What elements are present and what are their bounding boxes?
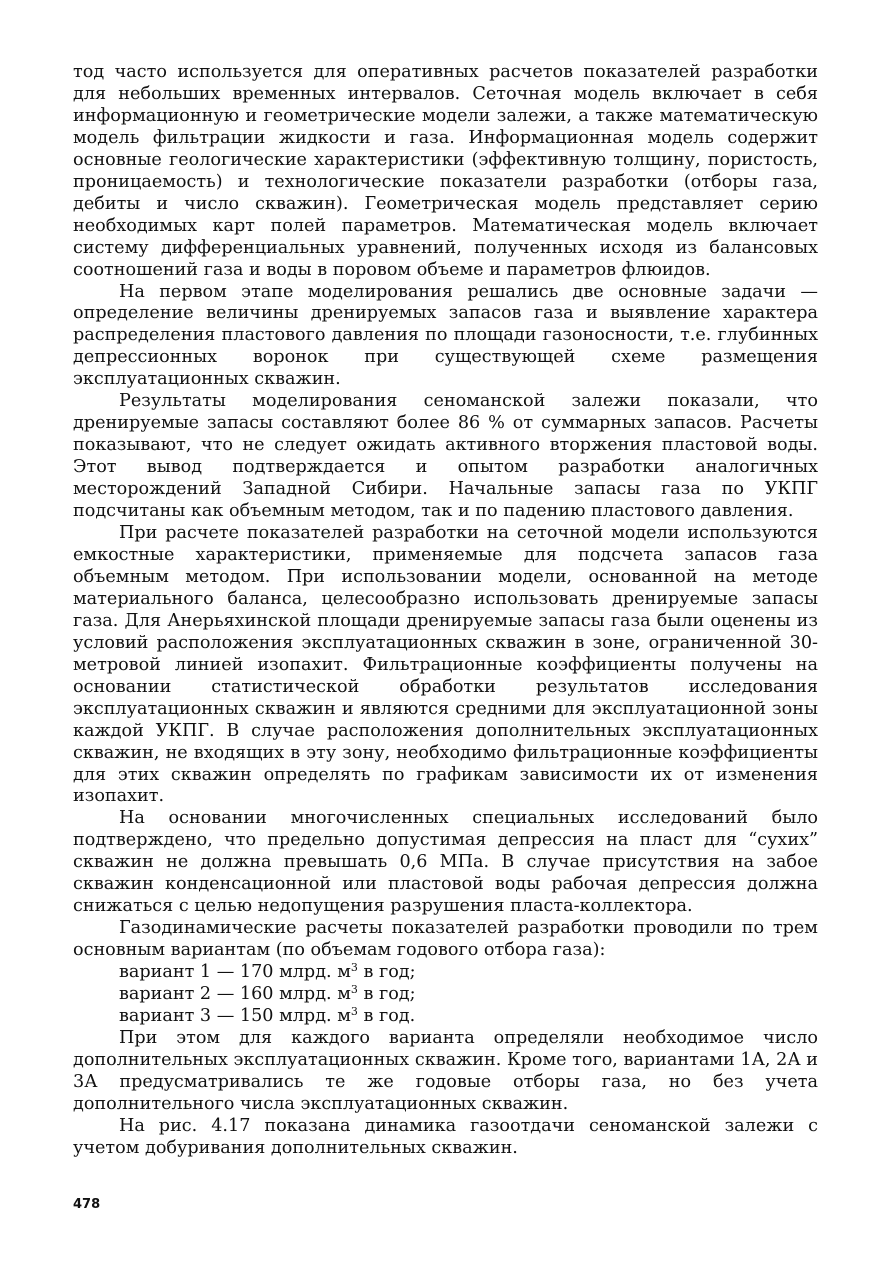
variant-item-1 — [73, 962, 818, 984]
variant-text-end: в год; — [357, 962, 416, 983]
variant-text: вариант 1 — 170 млрд. м — [119, 962, 351, 983]
variant-item-2 — [73, 984, 818, 1006]
paragraph-5: На основании многочисленных специальных исследований было подтверждено, что предельно допустимая депрессия на пласт для “сухих” скважин не должна превышать 0,6 МПа. В случае присутствия на забое скважин конденсационной или пластовой воды рабочая депрессия должна снижаться с целью недопущения разрушения пласта-коллектора. — [73, 808, 818, 917]
variant-exponent: 3 — [350, 983, 358, 997]
variant-text: вариант 3 — 150 млрд. м — [119, 1005, 351, 1026]
paragraph-8: На рис. 4.17 показана динамика газоотдачи сеноманской залежи с учетом добуривания дополнительных скважин. — [73, 1115, 818, 1158]
paragraph-4: При расчете показателей разработки на сеточной модели используются емкостные характеристики, применяемые для подсчета запасов газа объемным методом. При использовании модели, основанной на методе материального баланса, целесообразно использовать дренируемые запасы газа. Для Анерьяхинской площади дренируемые запасы газа были оценены из условий расположения эксплуатационных скважин в зоне, ограниченной 30-метровой линией изопахит. Фильтрационные коэффициенты получены на основании статистической обработки результатов исследования эксплуатационных скважин и являются средними для эксплуатационной зоны каждой УКПГ. В случае расположения дополнительных эксплуатационных скважин, не входящих в эту зону, необходимо фильтрационные коэффициенты для этих скважин определять по графикам зависимости их от изменения изопахит. — [73, 523, 818, 807]
variants-list — [73, 962, 818, 1028]
variant-text-end: в год; — [357, 984, 416, 1005]
page-number: 478 — [73, 1197, 101, 1212]
paragraph-2: На первом этапе моделирования решались две основные задачи — определение величины дренируемых запасов газа и выявление характера распределения пластового давления по площади газоносности, т.е. глубинных депрессионных воронок при существующей схеме размещения эксплуатационных скважин. — [73, 281, 818, 390]
paragraph-3: Результаты моделирования сеноманской залежи показали, что дренируемые запасы составляют более 86 % от суммарных запасов. Расчеты показывают, что не следует ожидать активного вторжения пластовой воды. Этот вывод подтверждается и опытом разработки аналогичных месторождений Западной Сибири. Начальные запасы газа по УКПГ подсчитаны как объемным методом, так и по падению пластового давления. — [73, 391, 818, 522]
variant-text-end: в год. — [357, 1005, 416, 1026]
paragraph-1: тод часто используется для оперативных расчетов показателей разработки для небольших временных интервалов. Сеточная модель включает в себя информационную и геометрические модели залежи, а также математическую модель фильтрации жидкости и газа. Информационная модель содержит основные геологические характеристики (эффективную толщину, пористость, проницаемость) и технологические показатели разработки (отборы газа, дебиты и число скважин). Геометрическая модель представляет серию необходимых карт полей параметров. Математическая модель включает систему дифференциальных уравнений, полученных исходя из балансовых соотношений газа и воды в поровом объеме и параметров флюидов. — [73, 62, 818, 280]
variant-exponent: 3 — [350, 961, 358, 975]
paragraph-7: При этом для каждого варианта определяли необходимое число дополнительных эксплуатационных скважин. Кроме того, вариантами 1А, 2А и 3А предусматривались те же годовые отборы газа, но без учета дополнительного числа эксплуатационных скважин. — [73, 1027, 818, 1114]
variant-exponent: 3 — [350, 1004, 358, 1018]
paragraph-6: Газодинамические расчеты показателей разработки проводили по трем основным вариантам (по объемам годового отбора газа): — [73, 918, 818, 961]
variant-item-3 — [73, 1006, 818, 1028]
page-body — [73, 62, 818, 1160]
variant-text: вариант 2 — 160 млрд. м — [119, 984, 351, 1005]
